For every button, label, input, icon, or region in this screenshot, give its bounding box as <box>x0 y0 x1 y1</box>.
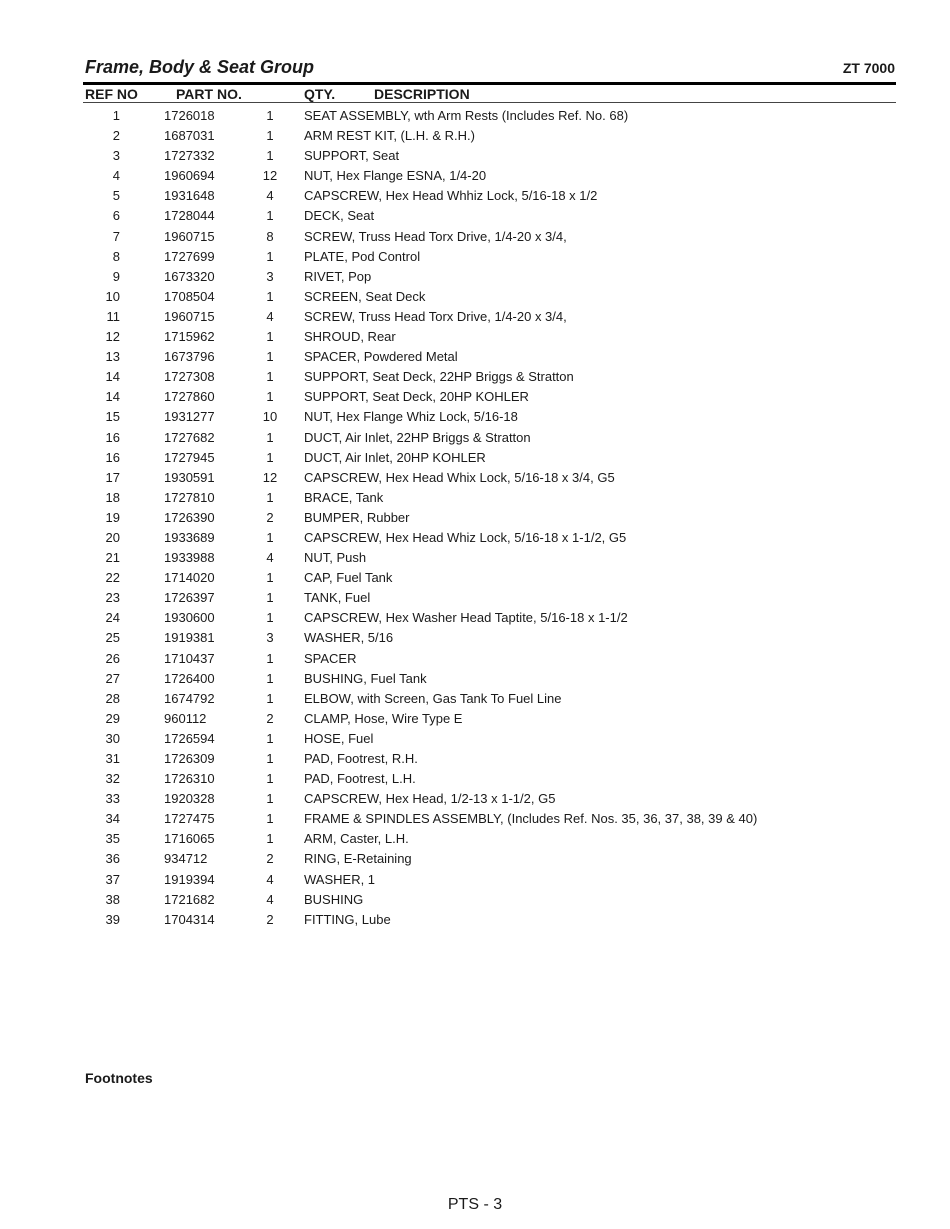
part-no-cell: 1715962 <box>164 329 215 345</box>
qty-cell: 12 <box>262 168 278 184</box>
ref-no-cell: 12 <box>105 329 120 345</box>
description-cell: SCREW, Truss Head Torx Drive, 1/4-20 x 3/4, <box>304 308 567 324</box>
part-no-cell: 1727945 <box>164 449 215 465</box>
part-no-cell: 1920328 <box>164 791 215 807</box>
description-cell: RING, E-Retaining <box>304 851 412 867</box>
table-row <box>0 166 950 186</box>
table-row <box>0 649 950 669</box>
description-cell: SCREEN, Seat Deck <box>304 288 426 304</box>
table-row <box>0 729 950 749</box>
part-no-cell: 1726310 <box>164 771 215 787</box>
header-rule <box>83 102 896 103</box>
column-header-qty: QTY. <box>304 86 336 102</box>
part-no-cell: 1727308 <box>164 369 215 385</box>
table-row <box>0 870 950 890</box>
description-cell: BUMPER, Rubber <box>304 509 410 525</box>
qty-cell: 1 <box>266 610 274 626</box>
qty-cell: 1 <box>266 670 274 686</box>
ref-no-cell: 15 <box>105 409 120 425</box>
part-no-cell: 1716065 <box>164 831 215 847</box>
column-header-description: DESCRIPTION <box>374 86 470 102</box>
qty-cell: 1 <box>266 690 274 706</box>
description-cell: ELBOW, with Screen, Gas Tank To Fuel Line <box>304 690 562 706</box>
part-no-cell: 1710437 <box>164 650 215 666</box>
ref-no-cell: 18 <box>105 489 120 505</box>
ref-no-cell: 7 <box>112 228 120 244</box>
table-row <box>0 206 950 226</box>
table-row <box>0 126 950 146</box>
qty-cell: 2 <box>266 710 274 726</box>
part-no-cell: 1960694 <box>164 168 215 184</box>
description-cell: PLATE, Pod Control <box>304 248 421 264</box>
parts-table <box>0 106 950 930</box>
description-cell: DUCT, Air Inlet, 22HP Briggs & Stratton <box>304 429 531 445</box>
qty-cell: 1 <box>266 730 274 746</box>
qty-cell: 1 <box>266 771 274 787</box>
description-cell: NUT, Push <box>304 550 367 566</box>
qty-cell: 12 <box>262 469 278 485</box>
table-row <box>0 829 950 849</box>
qty-cell: 1 <box>266 570 274 586</box>
table-row <box>0 146 950 166</box>
ref-no-cell: 25 <box>105 630 120 646</box>
part-no-cell: 934712 <box>164 851 208 867</box>
ref-no-cell: 22 <box>105 570 120 586</box>
table-row <box>0 849 950 869</box>
table-row <box>0 347 950 367</box>
qty-cell: 8 <box>266 228 274 244</box>
ref-no-cell: 16 <box>105 429 120 445</box>
part-no-cell: 1727810 <box>164 489 215 505</box>
part-no-cell: 1930591 <box>164 469 215 485</box>
ref-no-cell: 28 <box>105 690 120 706</box>
part-no-cell: 1727699 <box>164 248 215 264</box>
qty-cell: 1 <box>266 590 274 606</box>
page-title: Frame, Body & Seat Group <box>85 57 315 77</box>
description-cell: FITTING, Lube <box>304 911 391 927</box>
ref-no-cell: 20 <box>105 529 120 545</box>
table-row <box>0 528 950 548</box>
qty-cell: 1 <box>266 349 274 365</box>
description-cell: CAPSCREW, Hex Head Whhiz Lock, 5/16-18 x 1/2 <box>304 188 598 204</box>
part-no-cell: 1919394 <box>164 871 215 887</box>
description-cell: BRACE, Tank <box>304 489 384 505</box>
part-no-cell: 1960715 <box>164 228 215 244</box>
table-row <box>0 749 950 769</box>
description-cell: WASHER, 5/16 <box>304 630 394 646</box>
ref-no-cell: 10 <box>105 288 120 304</box>
table-row <box>0 247 950 267</box>
ref-no-cell: 1 <box>112 108 120 123</box>
table-row <box>0 287 950 307</box>
part-no-cell: 1727860 <box>164 389 215 405</box>
table-row <box>0 910 950 930</box>
part-no-cell: 1726390 <box>164 509 215 525</box>
description-cell: BUSHING <box>304 891 364 907</box>
part-no-cell: 1704314 <box>164 911 215 927</box>
qty-cell: 1 <box>266 650 274 666</box>
qty-cell: 4 <box>266 308 274 324</box>
table-row <box>0 307 950 327</box>
qty-cell: 4 <box>266 188 274 204</box>
ref-no-cell: 2 <box>112 128 120 144</box>
table-row <box>0 387 950 407</box>
footnotes-heading: Footnotes <box>85 1070 153 1086</box>
ref-no-cell: 11 <box>106 308 120 324</box>
title-rule <box>83 82 896 85</box>
part-no-cell: 1673320 <box>164 268 215 284</box>
qty-cell: 4 <box>266 871 274 887</box>
part-no-cell: 1714020 <box>164 570 215 586</box>
ref-no-cell: 9 <box>112 268 120 284</box>
table-row <box>0 267 950 287</box>
table-row <box>0 327 950 347</box>
description-cell: CAPSCREW, Hex Head Whix Lock, 5/16-18 x 3/4, G5 <box>304 469 615 485</box>
ref-no-cell: 32 <box>105 771 120 787</box>
ref-no-cell: 14 <box>105 389 120 405</box>
part-no-cell: 1919381 <box>164 630 215 646</box>
table-row <box>0 789 950 809</box>
ref-no-cell: 24 <box>105 610 120 626</box>
table-row <box>0 428 950 448</box>
ref-no-cell: 30 <box>105 730 120 746</box>
table-row <box>0 769 950 789</box>
description-cell: NUT, Hex Flange Whiz Lock, 5/16-18 <box>304 409 518 425</box>
part-no-cell: 1960715 <box>164 308 215 324</box>
part-no-cell: 1726594 <box>164 730 215 746</box>
qty-cell: 1 <box>266 369 274 385</box>
qty-cell: 1 <box>266 389 274 405</box>
qty-cell: 1 <box>266 248 274 264</box>
part-no-cell: 1726400 <box>164 670 215 686</box>
table-row <box>0 407 950 427</box>
description-cell: WASHER, 1 <box>304 871 376 887</box>
part-no-cell: 1933689 <box>164 529 215 545</box>
ref-no-cell: 21 <box>105 550 120 566</box>
description-cell: SUPPORT, Seat Deck, 22HP Briggs & Stratton <box>304 369 574 385</box>
qty-cell: 2 <box>266 509 274 525</box>
part-no-cell: 1726309 <box>164 751 215 766</box>
part-no-cell: 960112 <box>164 710 207 726</box>
description-cell: SEAT ASSEMBLY, wth Arm Rests (Includes Ref. No. 68) <box>304 108 629 123</box>
table-row <box>0 448 950 468</box>
part-no-cell: 1727332 <box>164 148 215 164</box>
part-no-cell: 1673796 <box>164 349 215 365</box>
description-cell: DUCT, Air Inlet, 20HP KOHLER <box>304 449 486 465</box>
table-row <box>0 669 950 689</box>
table-row <box>0 468 950 488</box>
column-header-part-no: PART NO. <box>176 86 242 102</box>
description-cell: SPACER <box>304 650 357 666</box>
description-cell: FRAME & SPINDLES ASSEMBLY, (Includes Ref. Nos. 35, 36, 37, 38, 39 & 40) <box>304 811 758 827</box>
qty-cell: 1 <box>266 831 274 847</box>
ref-no-cell: 26 <box>105 650 120 666</box>
table-row <box>0 588 950 608</box>
qty-cell: 4 <box>266 550 274 566</box>
ref-no-cell: 36 <box>105 851 120 867</box>
part-no-cell: 1708504 <box>164 288 215 304</box>
qty-cell: 1 <box>266 429 274 445</box>
ref-no-cell: 34 <box>105 811 120 827</box>
ref-no-cell: 29 <box>105 710 120 726</box>
table-row <box>0 608 950 628</box>
qty-cell: 1 <box>266 108 274 123</box>
description-cell: ARM REST KIT, (L.H. & R.H.) <box>304 128 475 144</box>
table-row <box>0 890 950 910</box>
part-no-cell: 1930600 <box>164 610 215 626</box>
ref-no-cell: 3 <box>112 148 120 164</box>
description-cell: RIVET, Pop <box>304 268 372 284</box>
description-cell: SHROUD, Rear <box>304 329 396 345</box>
table-row <box>0 367 950 387</box>
table-row <box>0 548 950 568</box>
part-no-cell: 1721682 <box>164 891 215 907</box>
ref-no-cell: 14 <box>105 369 120 385</box>
ref-no-cell: 31 <box>105 751 120 766</box>
part-no-cell: 1674792 <box>164 690 215 706</box>
part-no-cell: 1728044 <box>164 208 215 224</box>
qty-cell: 1 <box>266 329 274 345</box>
description-cell: CAP, Fuel Tank <box>304 570 393 586</box>
part-no-cell: 1931648 <box>164 188 215 204</box>
ref-no-cell: 38 <box>105 891 120 907</box>
qty-cell: 1 <box>266 449 274 465</box>
ref-no-cell: 27 <box>105 670 120 686</box>
description-cell: CAPSCREW, Hex Washer Head Taptite, 5/16-18 x 1-1/2 <box>304 610 628 626</box>
part-no-cell: 1726397 <box>164 590 215 606</box>
table-row <box>0 488 950 508</box>
qty-cell: 10 <box>262 409 278 425</box>
qty-cell: 1 <box>266 811 274 827</box>
ref-no-cell: 39 <box>105 911 120 927</box>
ref-no-cell: 19 <box>105 509 120 525</box>
column-header-ref-no: REF NO <box>85 86 138 102</box>
ref-no-cell: 6 <box>112 208 120 224</box>
description-cell: PAD, Footrest, R.H. <box>304 751 418 766</box>
description-cell: CLAMP, Hose, Wire Type E <box>304 710 463 726</box>
description-cell: SCREW, Truss Head Torx Drive, 1/4-20 x 3/4, <box>304 228 567 244</box>
description-cell: PAD, Footrest, L.H. <box>304 771 416 787</box>
table-row <box>0 709 950 729</box>
table-row <box>0 106 950 126</box>
ref-no-cell: 17 <box>105 469 120 485</box>
table-row <box>0 628 950 648</box>
description-cell: HOSE, Fuel <box>304 730 374 746</box>
qty-cell: 1 <box>266 791 274 807</box>
description-cell: NUT, Hex Flange ESNA, 1/4-20 <box>304 168 487 184</box>
qty-cell: 1 <box>266 148 274 164</box>
qty-cell: 1 <box>266 489 274 505</box>
description-cell: BUSHING, Fuel Tank <box>304 670 427 686</box>
ref-no-cell: 33 <box>105 791 120 807</box>
part-no-cell: 1687031 <box>164 128 215 144</box>
qty-cell: 3 <box>266 268 274 284</box>
part-no-cell: 1727475 <box>164 811 215 827</box>
part-no-cell: 1727682 <box>164 429 215 445</box>
page-number: PTS - 3 <box>447 1196 503 1213</box>
table-row <box>0 508 950 528</box>
qty-cell: 2 <box>266 911 274 927</box>
part-no-cell: 1933988 <box>164 550 215 566</box>
title-row <box>85 57 895 83</box>
qty-cell: 1 <box>266 751 274 766</box>
part-no-cell: 1726018 <box>164 108 215 123</box>
description-cell: DECK, Seat <box>304 208 375 224</box>
table-row <box>0 809 950 829</box>
qty-cell: 4 <box>266 891 274 907</box>
part-no-cell: 1931277 <box>164 409 215 425</box>
qty-cell: 1 <box>266 529 274 545</box>
ref-no-cell: 13 <box>105 349 120 365</box>
ref-no-cell: 37 <box>105 871 120 887</box>
description-cell: SPACER, Powdered Metal <box>304 349 458 365</box>
qty-cell: 1 <box>266 128 274 144</box>
ref-no-cell: 23 <box>105 590 120 606</box>
qty-cell: 3 <box>266 630 274 646</box>
description-cell: ARM, Caster, L.H. <box>304 831 409 847</box>
qty-cell: 1 <box>266 288 274 304</box>
ref-no-cell: 5 <box>112 188 120 204</box>
description-cell: SUPPORT, Seat <box>304 148 400 164</box>
table-row <box>0 186 950 206</box>
table-row <box>0 568 950 588</box>
model-label: ZT 7000 <box>842 60 895 76</box>
ref-no-cell: 35 <box>105 831 120 847</box>
description-cell: CAPSCREW, Hex Head, 1/2-13 x 1-1/2, G5 <box>304 791 556 807</box>
qty-cell: 1 <box>266 208 274 224</box>
table-row <box>0 689 950 709</box>
ref-no-cell: 4 <box>112 168 120 184</box>
description-cell: CAPSCREW, Hex Head Whiz Lock, 5/16-18 x 1-1/2, G5 <box>304 529 627 545</box>
table-row <box>0 227 950 247</box>
qty-cell: 2 <box>266 851 274 867</box>
description-cell: SUPPORT, Seat Deck, 20HP KOHLER <box>304 389 529 405</box>
ref-no-cell: 8 <box>112 248 120 264</box>
ref-no-cell: 16 <box>105 449 120 465</box>
description-cell: TANK, Fuel <box>304 590 371 606</box>
